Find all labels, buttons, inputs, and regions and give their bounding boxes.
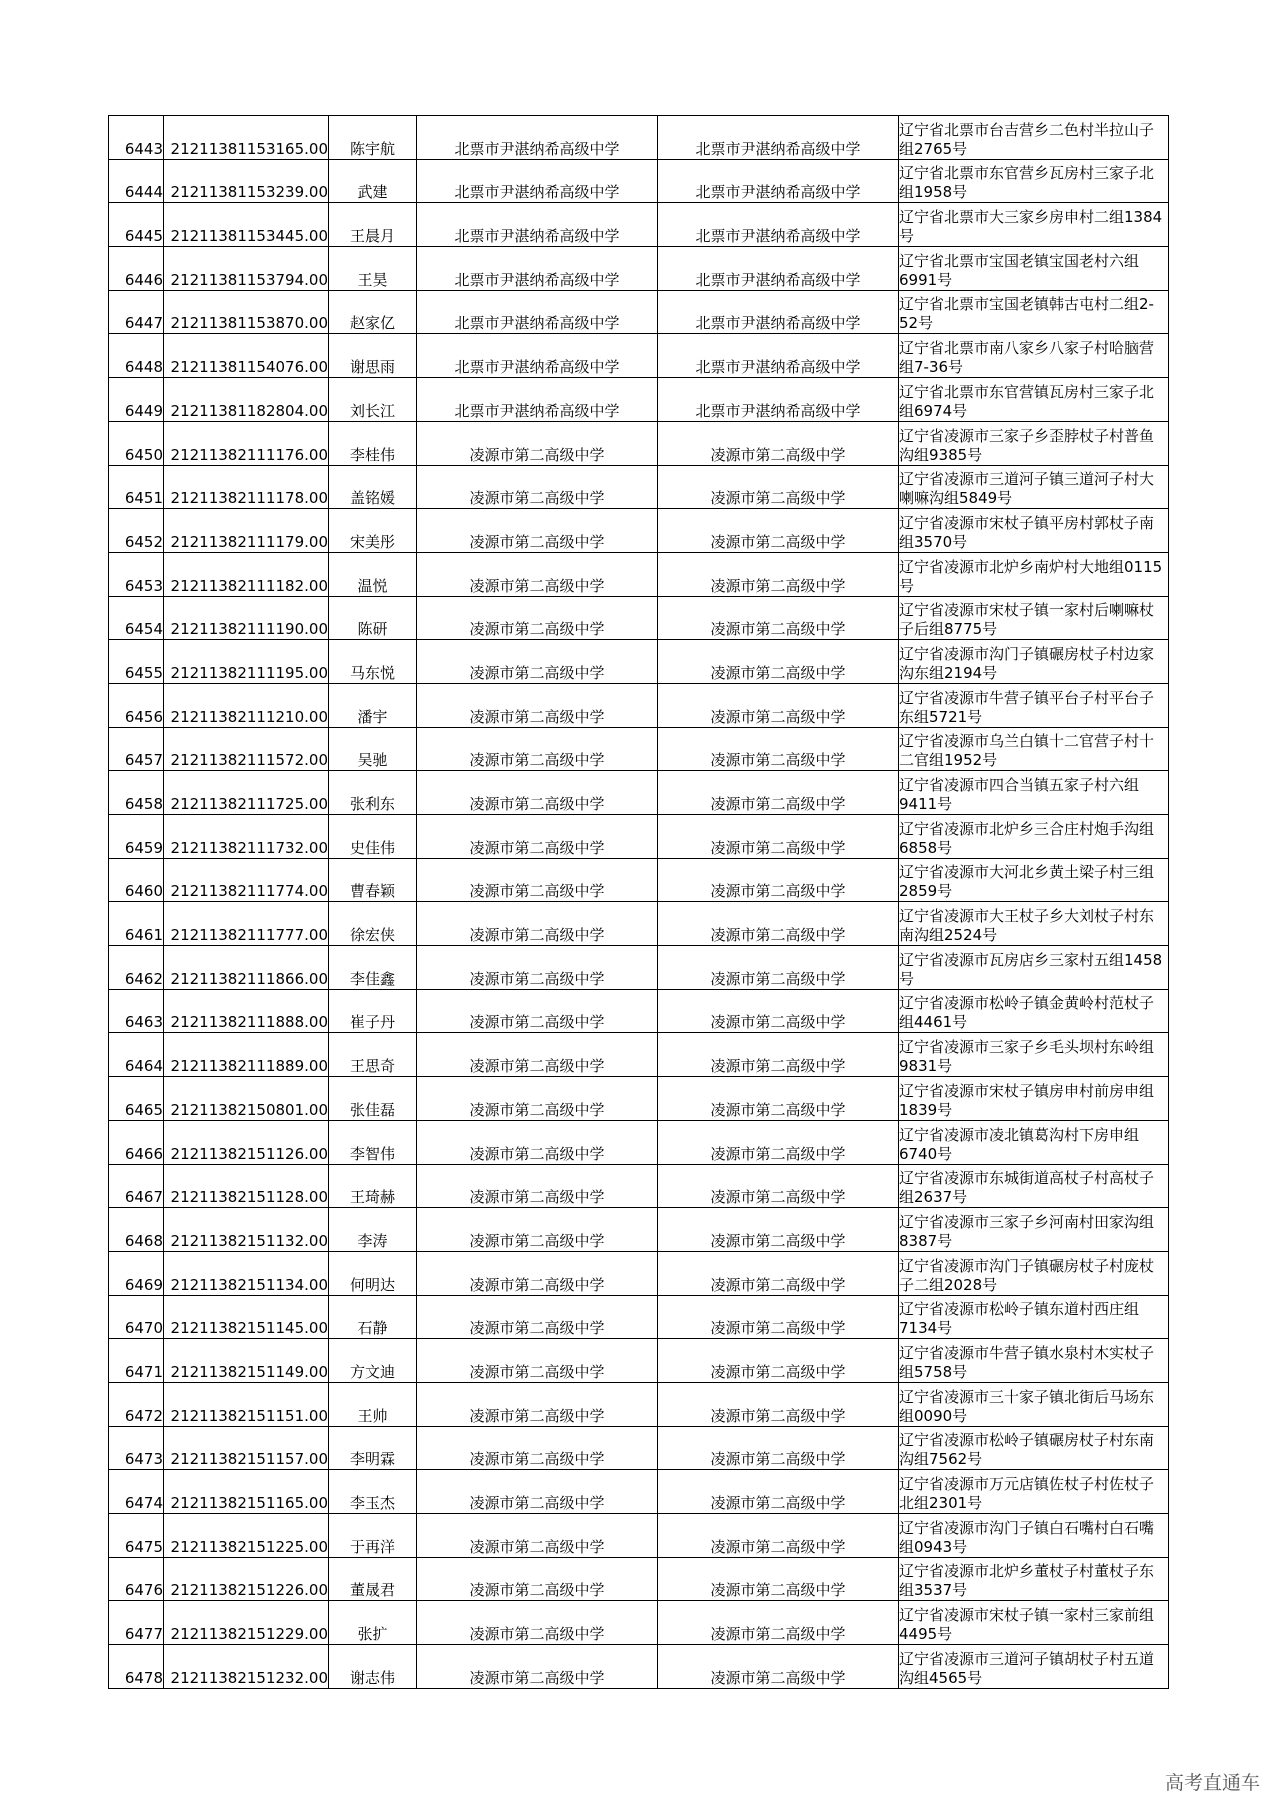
graduation-school: 北票市尹湛纳希高级中学 — [658, 203, 899, 247]
graduation-school: 凌源市第二高级中学 — [658, 1164, 899, 1208]
table-row — [109, 815, 1169, 859]
graduation-school: 凌源市第二高级中学 — [658, 1077, 899, 1121]
table-row — [109, 1470, 1169, 1514]
row-number: 6450 — [109, 421, 164, 465]
table-row — [109, 1645, 1169, 1689]
exam-id: 21211381153165.00 — [164, 116, 329, 160]
student-name: 张佳磊 — [329, 1077, 417, 1121]
school-name: 凌源市第二高级中学 — [417, 902, 658, 946]
table-row — [109, 1382, 1169, 1426]
home-address: 辽宁省凌源市松岭子镇碾房杖子村东南沟组7562号 — [899, 1426, 1169, 1470]
row-number: 6444 — [109, 159, 164, 203]
table-row — [109, 1426, 1169, 1470]
home-address: 辽宁省北票市宝国老镇宝国老村六组6991号 — [899, 247, 1169, 291]
exam-id: 21211382111888.00 — [164, 989, 329, 1033]
school-name: 凌源市第二高级中学 — [417, 1426, 658, 1470]
home-address: 辽宁省凌源市牛营子镇平台子村平台子东组5721号 — [899, 683, 1169, 727]
school-name: 凌源市第二高级中学 — [417, 1645, 658, 1689]
school-name: 凌源市第二高级中学 — [417, 640, 658, 684]
table-row — [109, 116, 1169, 160]
exam-id: 21211382151229.00 — [164, 1601, 329, 1645]
row-number: 6447 — [109, 290, 164, 334]
row-number: 6459 — [109, 815, 164, 859]
exam-id: 21211382111725.00 — [164, 771, 329, 815]
table-row — [109, 946, 1169, 990]
student-name: 陈宇航 — [329, 116, 417, 160]
exam-id: 21211381153445.00 — [164, 203, 329, 247]
student-name: 崔子丹 — [329, 989, 417, 1033]
student-name: 李桂伟 — [329, 421, 417, 465]
exam-id: 21211382151226.00 — [164, 1557, 329, 1601]
table-row — [109, 1514, 1169, 1558]
school-name: 北票市尹湛纳希高级中学 — [417, 334, 658, 378]
row-number: 6469 — [109, 1251, 164, 1295]
home-address: 辽宁省凌源市大王杖子乡大刘杖子村东南沟组2524号 — [899, 902, 1169, 946]
row-number: 6460 — [109, 858, 164, 902]
exam-id: 21211382151132.00 — [164, 1208, 329, 1252]
row-number: 6464 — [109, 1033, 164, 1077]
student-name: 谢思雨 — [329, 334, 417, 378]
student-name: 李涛 — [329, 1208, 417, 1252]
graduation-school: 凌源市第二高级中学 — [658, 727, 899, 771]
home-address: 辽宁省凌源市万元店镇佐杖子村佐杖子北组2301号 — [899, 1470, 1169, 1514]
student-name: 温悦 — [329, 552, 417, 596]
exam-id: 21211382111889.00 — [164, 1033, 329, 1077]
school-name: 凌源市第二高级中学 — [417, 815, 658, 859]
exam-id: 21211382150801.00 — [164, 1077, 329, 1121]
school-name: 凌源市第二高级中学 — [417, 771, 658, 815]
exam-id: 21211382151134.00 — [164, 1251, 329, 1295]
row-number: 6476 — [109, 1557, 164, 1601]
exam-id: 21211382151232.00 — [164, 1645, 329, 1689]
row-number: 6456 — [109, 683, 164, 727]
graduation-school: 凌源市第二高级中学 — [658, 902, 899, 946]
graduation-school: 凌源市第二高级中学 — [658, 1033, 899, 1077]
graduation-school: 凌源市第二高级中学 — [658, 1382, 899, 1426]
graduation-school: 凌源市第二高级中学 — [658, 989, 899, 1033]
row-number: 6465 — [109, 1077, 164, 1121]
table-row — [109, 858, 1169, 902]
row-number: 6468 — [109, 1208, 164, 1252]
graduation-school: 凌源市第二高级中学 — [658, 683, 899, 727]
row-number: 6457 — [109, 727, 164, 771]
student-name: 李明霖 — [329, 1426, 417, 1470]
row-number: 6472 — [109, 1382, 164, 1426]
exam-id: 21211382111176.00 — [164, 421, 329, 465]
student-name: 李智伟 — [329, 1120, 417, 1164]
row-number: 6458 — [109, 771, 164, 815]
home-address: 辽宁省北票市东官营乡瓦房村三家子北组1958号 — [899, 159, 1169, 203]
school-name: 北票市尹湛纳希高级中学 — [417, 203, 658, 247]
exam-id: 21211381153870.00 — [164, 290, 329, 334]
school-name: 凌源市第二高级中学 — [417, 1033, 658, 1077]
exam-id: 21211382151225.00 — [164, 1514, 329, 1558]
student-name: 王思奇 — [329, 1033, 417, 1077]
table-row — [109, 1077, 1169, 1121]
home-address: 辽宁省凌源市三家子乡毛头坝村东岭组9831号 — [899, 1033, 1169, 1077]
home-address: 辽宁省凌源市乌兰白镇十二官营子村十二官组1952号 — [899, 727, 1169, 771]
home-address: 辽宁省凌源市三家子乡歪脖杖子村普鱼沟组9385号 — [899, 421, 1169, 465]
graduation-school: 凌源市第二高级中学 — [658, 1208, 899, 1252]
home-address: 辽宁省北票市宝国老镇韩古屯村二组2-52号 — [899, 290, 1169, 334]
student-name: 武建 — [329, 159, 417, 203]
graduation-school: 凌源市第二高级中学 — [658, 465, 899, 509]
home-address: 辽宁省凌源市三道河子镇胡杖子村五道沟组4565号 — [899, 1645, 1169, 1689]
row-number: 6453 — [109, 552, 164, 596]
exam-id: 21211381154076.00 — [164, 334, 329, 378]
graduation-school: 凌源市第二高级中学 — [658, 1339, 899, 1383]
graduation-school: 凌源市第二高级中学 — [658, 421, 899, 465]
exam-id: 21211382111732.00 — [164, 815, 329, 859]
school-name: 凌源市第二高级中学 — [417, 1164, 658, 1208]
exam-id: 21211382111182.00 — [164, 552, 329, 596]
table-row — [109, 1164, 1169, 1208]
school-name: 凌源市第二高级中学 — [417, 1077, 658, 1121]
home-address: 辽宁省凌源市东城街道高杖子村高杖子组2637号 — [899, 1164, 1169, 1208]
graduation-school: 北票市尹湛纳希高级中学 — [658, 334, 899, 378]
row-number: 6477 — [109, 1601, 164, 1645]
student-name: 赵家亿 — [329, 290, 417, 334]
home-address: 辽宁省北票市大三家乡房申村二组1384号 — [899, 203, 1169, 247]
school-name: 凌源市第二高级中学 — [417, 1251, 658, 1295]
row-number: 6478 — [109, 1645, 164, 1689]
student-name: 陈研 — [329, 596, 417, 640]
student-name: 谢志伟 — [329, 1645, 417, 1689]
home-address: 辽宁省凌源市松岭子镇金黄岭村范杖子组4461号 — [899, 989, 1169, 1033]
graduation-school: 凌源市第二高级中学 — [658, 1645, 899, 1689]
student-name: 潘宇 — [329, 683, 417, 727]
school-name: 凌源市第二高级中学 — [417, 1295, 658, 1339]
graduation-school: 凌源市第二高级中学 — [658, 1557, 899, 1601]
table-row — [109, 465, 1169, 509]
school-name: 凌源市第二高级中学 — [417, 727, 658, 771]
student-name: 王昊 — [329, 247, 417, 291]
row-number: 6449 — [109, 378, 164, 422]
home-address: 辽宁省凌源市牛营子镇水泉村木实杖子组5758号 — [899, 1339, 1169, 1383]
home-address: 辽宁省凌源市沟门子镇白石嘴村白石嘴组0943号 — [899, 1514, 1169, 1558]
row-number: 6445 — [109, 203, 164, 247]
student-name: 石静 — [329, 1295, 417, 1339]
row-number: 6470 — [109, 1295, 164, 1339]
school-name: 北票市尹湛纳希高级中学 — [417, 290, 658, 334]
table-row — [109, 509, 1169, 553]
table-row — [109, 727, 1169, 771]
exam-id: 21211382151149.00 — [164, 1339, 329, 1383]
exam-id: 21211382111195.00 — [164, 640, 329, 684]
home-address: 辽宁省凌源市沟门子镇碾房杖子村边家沟东组2194号 — [899, 640, 1169, 684]
table-row — [109, 1295, 1169, 1339]
home-address: 辽宁省凌源市松岭子镇东道村西庄组7134号 — [899, 1295, 1169, 1339]
graduation-school: 凌源市第二高级中学 — [658, 1295, 899, 1339]
student-name: 吴驰 — [329, 727, 417, 771]
exam-id: 21211382151128.00 — [164, 1164, 329, 1208]
home-address: 辽宁省凌源市沟门子镇碾房杖子村庞杖子二组2028号 — [899, 1251, 1169, 1295]
table-row — [109, 1251, 1169, 1295]
school-name: 凌源市第二高级中学 — [417, 1470, 658, 1514]
graduation-school: 凌源市第二高级中学 — [658, 1514, 899, 1558]
graduation-school: 凌源市第二高级中学 — [658, 640, 899, 684]
student-name: 盖铭媛 — [329, 465, 417, 509]
school-name: 凌源市第二高级中学 — [417, 1339, 658, 1383]
table-row — [109, 421, 1169, 465]
row-number: 6473 — [109, 1426, 164, 1470]
row-number: 6462 — [109, 946, 164, 990]
exam-id: 21211382111190.00 — [164, 596, 329, 640]
home-address: 辽宁省凌源市宋杖子镇房申村前房申组1839号 — [899, 1077, 1169, 1121]
home-address: 辽宁省凌源市四合当镇五家子村六组9411号 — [899, 771, 1169, 815]
graduation-school: 凌源市第二高级中学 — [658, 1470, 899, 1514]
student-name: 李玉杰 — [329, 1470, 417, 1514]
student-name: 宋美彤 — [329, 509, 417, 553]
home-address: 辽宁省凌源市北炉乡南炉村大地组0115号 — [899, 552, 1169, 596]
row-number: 6454 — [109, 596, 164, 640]
table-row — [109, 596, 1169, 640]
school-name: 北票市尹湛纳希高级中学 — [417, 247, 658, 291]
exam-id: 21211382111866.00 — [164, 946, 329, 990]
table-row — [109, 247, 1169, 291]
row-number: 6455 — [109, 640, 164, 684]
school-name: 凌源市第二高级中学 — [417, 421, 658, 465]
graduation-school: 北票市尹湛纳希高级中学 — [658, 247, 899, 291]
table-row — [109, 989, 1169, 1033]
graduation-school: 北票市尹湛纳希高级中学 — [658, 159, 899, 203]
school-name: 凌源市第二高级中学 — [417, 1601, 658, 1645]
student-name: 张利东 — [329, 771, 417, 815]
school-name: 凌源市第二高级中学 — [417, 1382, 658, 1426]
student-name: 徐宏侠 — [329, 902, 417, 946]
roster-table-body — [109, 116, 1169, 1689]
student-name: 张扩 — [329, 1601, 417, 1645]
home-address: 辽宁省凌源市北炉乡董杖子村董杖子东组3537号 — [899, 1557, 1169, 1601]
graduation-school: 凌源市第二高级中学 — [658, 771, 899, 815]
graduation-school: 凌源市第二高级中学 — [658, 596, 899, 640]
student-name: 何明达 — [329, 1251, 417, 1295]
school-name: 凌源市第二高级中学 — [417, 465, 658, 509]
school-name: 凌源市第二高级中学 — [417, 509, 658, 553]
table-row — [109, 1339, 1169, 1383]
table-row — [109, 683, 1169, 727]
student-name: 曹春颖 — [329, 858, 417, 902]
student-name: 王帅 — [329, 1382, 417, 1426]
home-address: 辽宁省凌源市瓦房店乡三家村五组1458号 — [899, 946, 1169, 990]
school-name: 凌源市第二高级中学 — [417, 1208, 658, 1252]
graduation-school: 北票市尹湛纳希高级中学 — [658, 290, 899, 334]
row-number: 6452 — [109, 509, 164, 553]
exam-id: 21211382151145.00 — [164, 1295, 329, 1339]
school-name: 北票市尹湛纳希高级中学 — [417, 116, 658, 160]
exam-id: 21211382111179.00 — [164, 509, 329, 553]
student-name: 史佳伟 — [329, 815, 417, 859]
exam-id: 21211382111777.00 — [164, 902, 329, 946]
table-row — [109, 203, 1169, 247]
graduation-school: 凌源市第二高级中学 — [658, 552, 899, 596]
home-address: 辽宁省凌源市三十家子镇北街后马场东组0090号 — [899, 1382, 1169, 1426]
student-name: 董晟君 — [329, 1557, 417, 1601]
student-name: 刘长江 — [329, 378, 417, 422]
table-row — [109, 290, 1169, 334]
home-address: 辽宁省北票市东官营镇瓦房村三家子北组6974号 — [899, 378, 1169, 422]
home-address: 辽宁省凌源市宋杖子镇一家村后喇嘛杖子后组8775号 — [899, 596, 1169, 640]
student-name: 王晨月 — [329, 203, 417, 247]
exam-id: 21211382151165.00 — [164, 1470, 329, 1514]
exam-id: 21211382111774.00 — [164, 858, 329, 902]
row-number: 6451 — [109, 465, 164, 509]
table-row — [109, 159, 1169, 203]
student-name: 马东悦 — [329, 640, 417, 684]
graduation-school: 凌源市第二高级中学 — [658, 1601, 899, 1645]
student-name: 李佳鑫 — [329, 946, 417, 990]
row-number: 6475 — [109, 1514, 164, 1558]
student-name: 王琦赫 — [329, 1164, 417, 1208]
table-row — [109, 771, 1169, 815]
table-row — [109, 902, 1169, 946]
graduation-school: 凌源市第二高级中学 — [658, 509, 899, 553]
graduation-school: 凌源市第二高级中学 — [658, 1251, 899, 1295]
student-name: 于再洋 — [329, 1514, 417, 1558]
roster-table — [108, 115, 1169, 1689]
exam-id: 21211382111178.00 — [164, 465, 329, 509]
row-number: 6474 — [109, 1470, 164, 1514]
school-name: 凌源市第二高级中学 — [417, 1557, 658, 1601]
table-row — [109, 334, 1169, 378]
school-name: 凌源市第二高级中学 — [417, 1120, 658, 1164]
graduation-school: 北票市尹湛纳希高级中学 — [658, 116, 899, 160]
school-name: 北票市尹湛纳希高级中学 — [417, 159, 658, 203]
student-name: 方文迪 — [329, 1339, 417, 1383]
row-number: 6471 — [109, 1339, 164, 1383]
table-row — [109, 1208, 1169, 1252]
exam-id: 21211381153794.00 — [164, 247, 329, 291]
home-address: 辽宁省凌源市宋杖子镇平房村郭杖子南组3570号 — [899, 509, 1169, 553]
row-number: 6461 — [109, 902, 164, 946]
row-number: 6467 — [109, 1164, 164, 1208]
row-number: 6446 — [109, 247, 164, 291]
row-number: 6466 — [109, 1120, 164, 1164]
graduation-school: 凌源市第二高级中学 — [658, 858, 899, 902]
school-name: 凌源市第二高级中学 — [417, 858, 658, 902]
exam-id: 21211382111572.00 — [164, 727, 329, 771]
exam-id: 21211382151157.00 — [164, 1426, 329, 1470]
table-row — [109, 1120, 1169, 1164]
exam-id: 21211381153239.00 — [164, 159, 329, 203]
row-number: 6443 — [109, 116, 164, 160]
school-name: 凌源市第二高级中学 — [417, 683, 658, 727]
table-row — [109, 378, 1169, 422]
home-address: 辽宁省凌源市凌北镇葛沟村下房申组6740号 — [899, 1120, 1169, 1164]
home-address: 辽宁省北票市南八家乡八家子村哈脑营组7-36号 — [899, 334, 1169, 378]
home-address: 辽宁省凌源市宋杖子镇一家村三家前组4495号 — [899, 1601, 1169, 1645]
row-number: 6448 — [109, 334, 164, 378]
graduation-school: 凌源市第二高级中学 — [658, 1120, 899, 1164]
home-address: 辽宁省凌源市大河北乡黄土梁子村三组2859号 — [899, 858, 1169, 902]
graduation-school: 北票市尹湛纳希高级中学 — [658, 378, 899, 422]
home-address: 辽宁省凌源市北炉乡三合庄村炮手沟组6858号 — [899, 815, 1169, 859]
school-name: 凌源市第二高级中学 — [417, 946, 658, 990]
home-address: 辽宁省北票市台吉营乡二色村半拉山子组2765号 — [899, 116, 1169, 160]
table-row — [109, 552, 1169, 596]
school-name: 凌源市第二高级中学 — [417, 552, 658, 596]
exam-id: 21211382111210.00 — [164, 683, 329, 727]
school-name: 凌源市第二高级中学 — [417, 989, 658, 1033]
table-row — [109, 1557, 1169, 1601]
exam-id: 21211382151151.00 — [164, 1382, 329, 1426]
graduation-school: 凌源市第二高级中学 — [658, 815, 899, 859]
table-row — [109, 1601, 1169, 1645]
graduation-school: 凌源市第二高级中学 — [658, 946, 899, 990]
exam-id: 21211382151126.00 — [164, 1120, 329, 1164]
school-name: 凌源市第二高级中学 — [417, 596, 658, 640]
school-name: 北票市尹湛纳希高级中学 — [417, 378, 658, 422]
home-address: 辽宁省凌源市三道河子镇三道河子村大喇嘛沟组5849号 — [899, 465, 1169, 509]
table-row — [109, 1033, 1169, 1077]
school-name: 凌源市第二高级中学 — [417, 1514, 658, 1558]
graduation-school: 凌源市第二高级中学 — [658, 1426, 899, 1470]
home-address: 辽宁省凌源市三家子乡河南村田家沟组8387号 — [899, 1208, 1169, 1252]
table-row — [109, 640, 1169, 684]
exam-id: 21211381182804.00 — [164, 378, 329, 422]
watermark: 高考直通车 — [1164, 1772, 1260, 1794]
row-number: 6463 — [109, 989, 164, 1033]
